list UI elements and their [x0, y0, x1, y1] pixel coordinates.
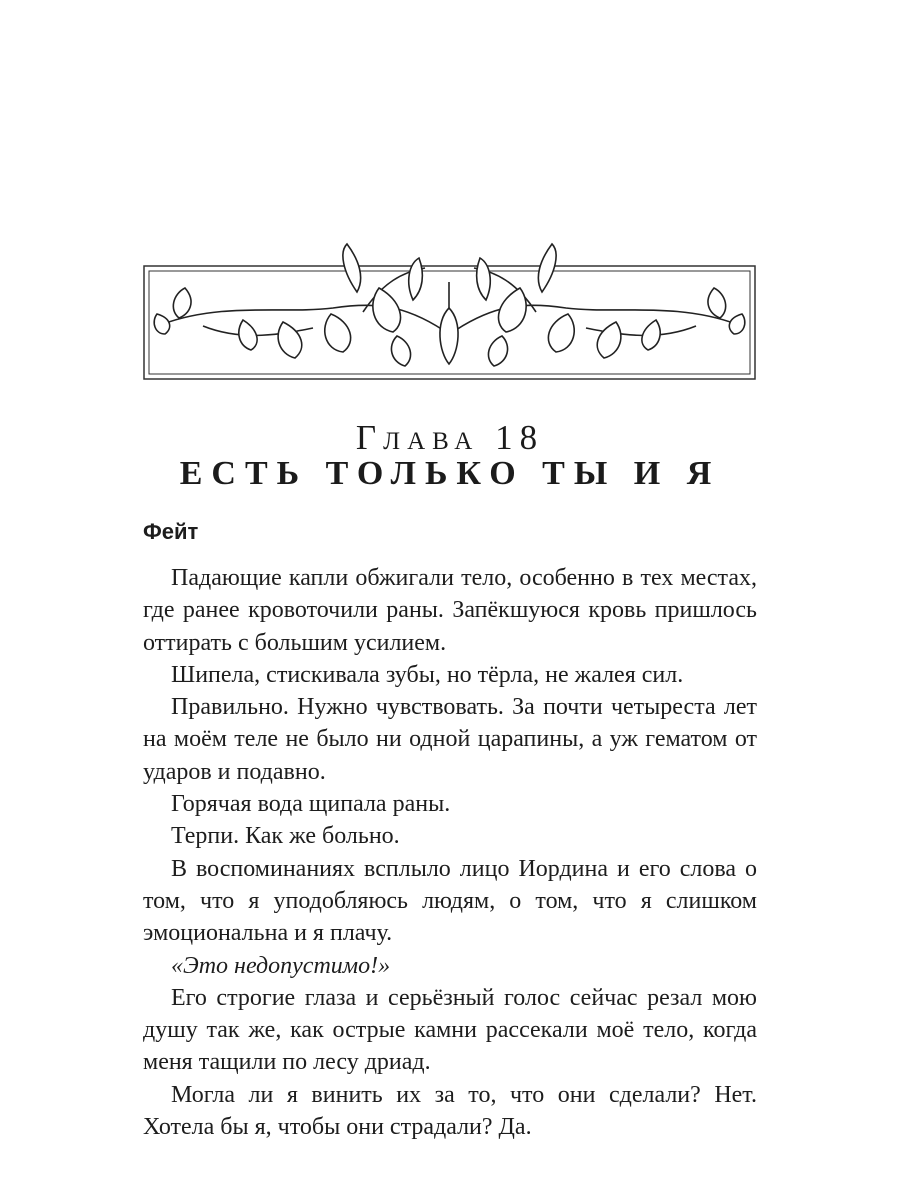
floral-ornament-frame: [143, 242, 756, 380]
paragraph: Горячая вода щипала раны.: [171, 791, 451, 818]
chapter-body: [143, 562, 757, 1143]
paragraph: Шипела, стискивала зубы, но тёрла, не жалея сил.: [171, 661, 684, 688]
quoted-thought: «Это недопустимо!»: [171, 952, 391, 979]
paragraph: Падающие капли обжигали тело, особенно в тех местах, где ранее кровоточили раны. Запёкшуюся кровь пришлось оттирать с большим усилием.: [143, 565, 757, 656]
paragraph: Могла ли я винить их за то, что они сделали? Нет. Хотела бы я, чтобы они страдали? Да.: [143, 1081, 757, 1141]
chapter-number: Глава 18: [355, 418, 545, 457]
paragraph: Терпи. Как же больно.: [171, 823, 400, 850]
chapter-title: ЕСТЬ ТОЛЬКО ТЫ И Я: [179, 455, 721, 492]
paragraph: Правильно. Нужно чувствовать. За почти четыреста лет на моём теле не было ни одной царапины, а уж гематом от ударов и подавно.: [143, 694, 757, 785]
paragraph: Его строгие глаза и серьёзный голос сейчас резал мою душу так же, как острые камни рассекали моё тело, когда меня тащили по лесу дриад.: [143, 984, 757, 1076]
paragraph: В воспоминаниях всплыло лицо Иордина и его слова о том, что я уподобляюсь людям, о том, что я слишком эмоциональна и я плачу.: [143, 855, 757, 947]
pov-character-label: Фейт: [143, 519, 199, 544]
